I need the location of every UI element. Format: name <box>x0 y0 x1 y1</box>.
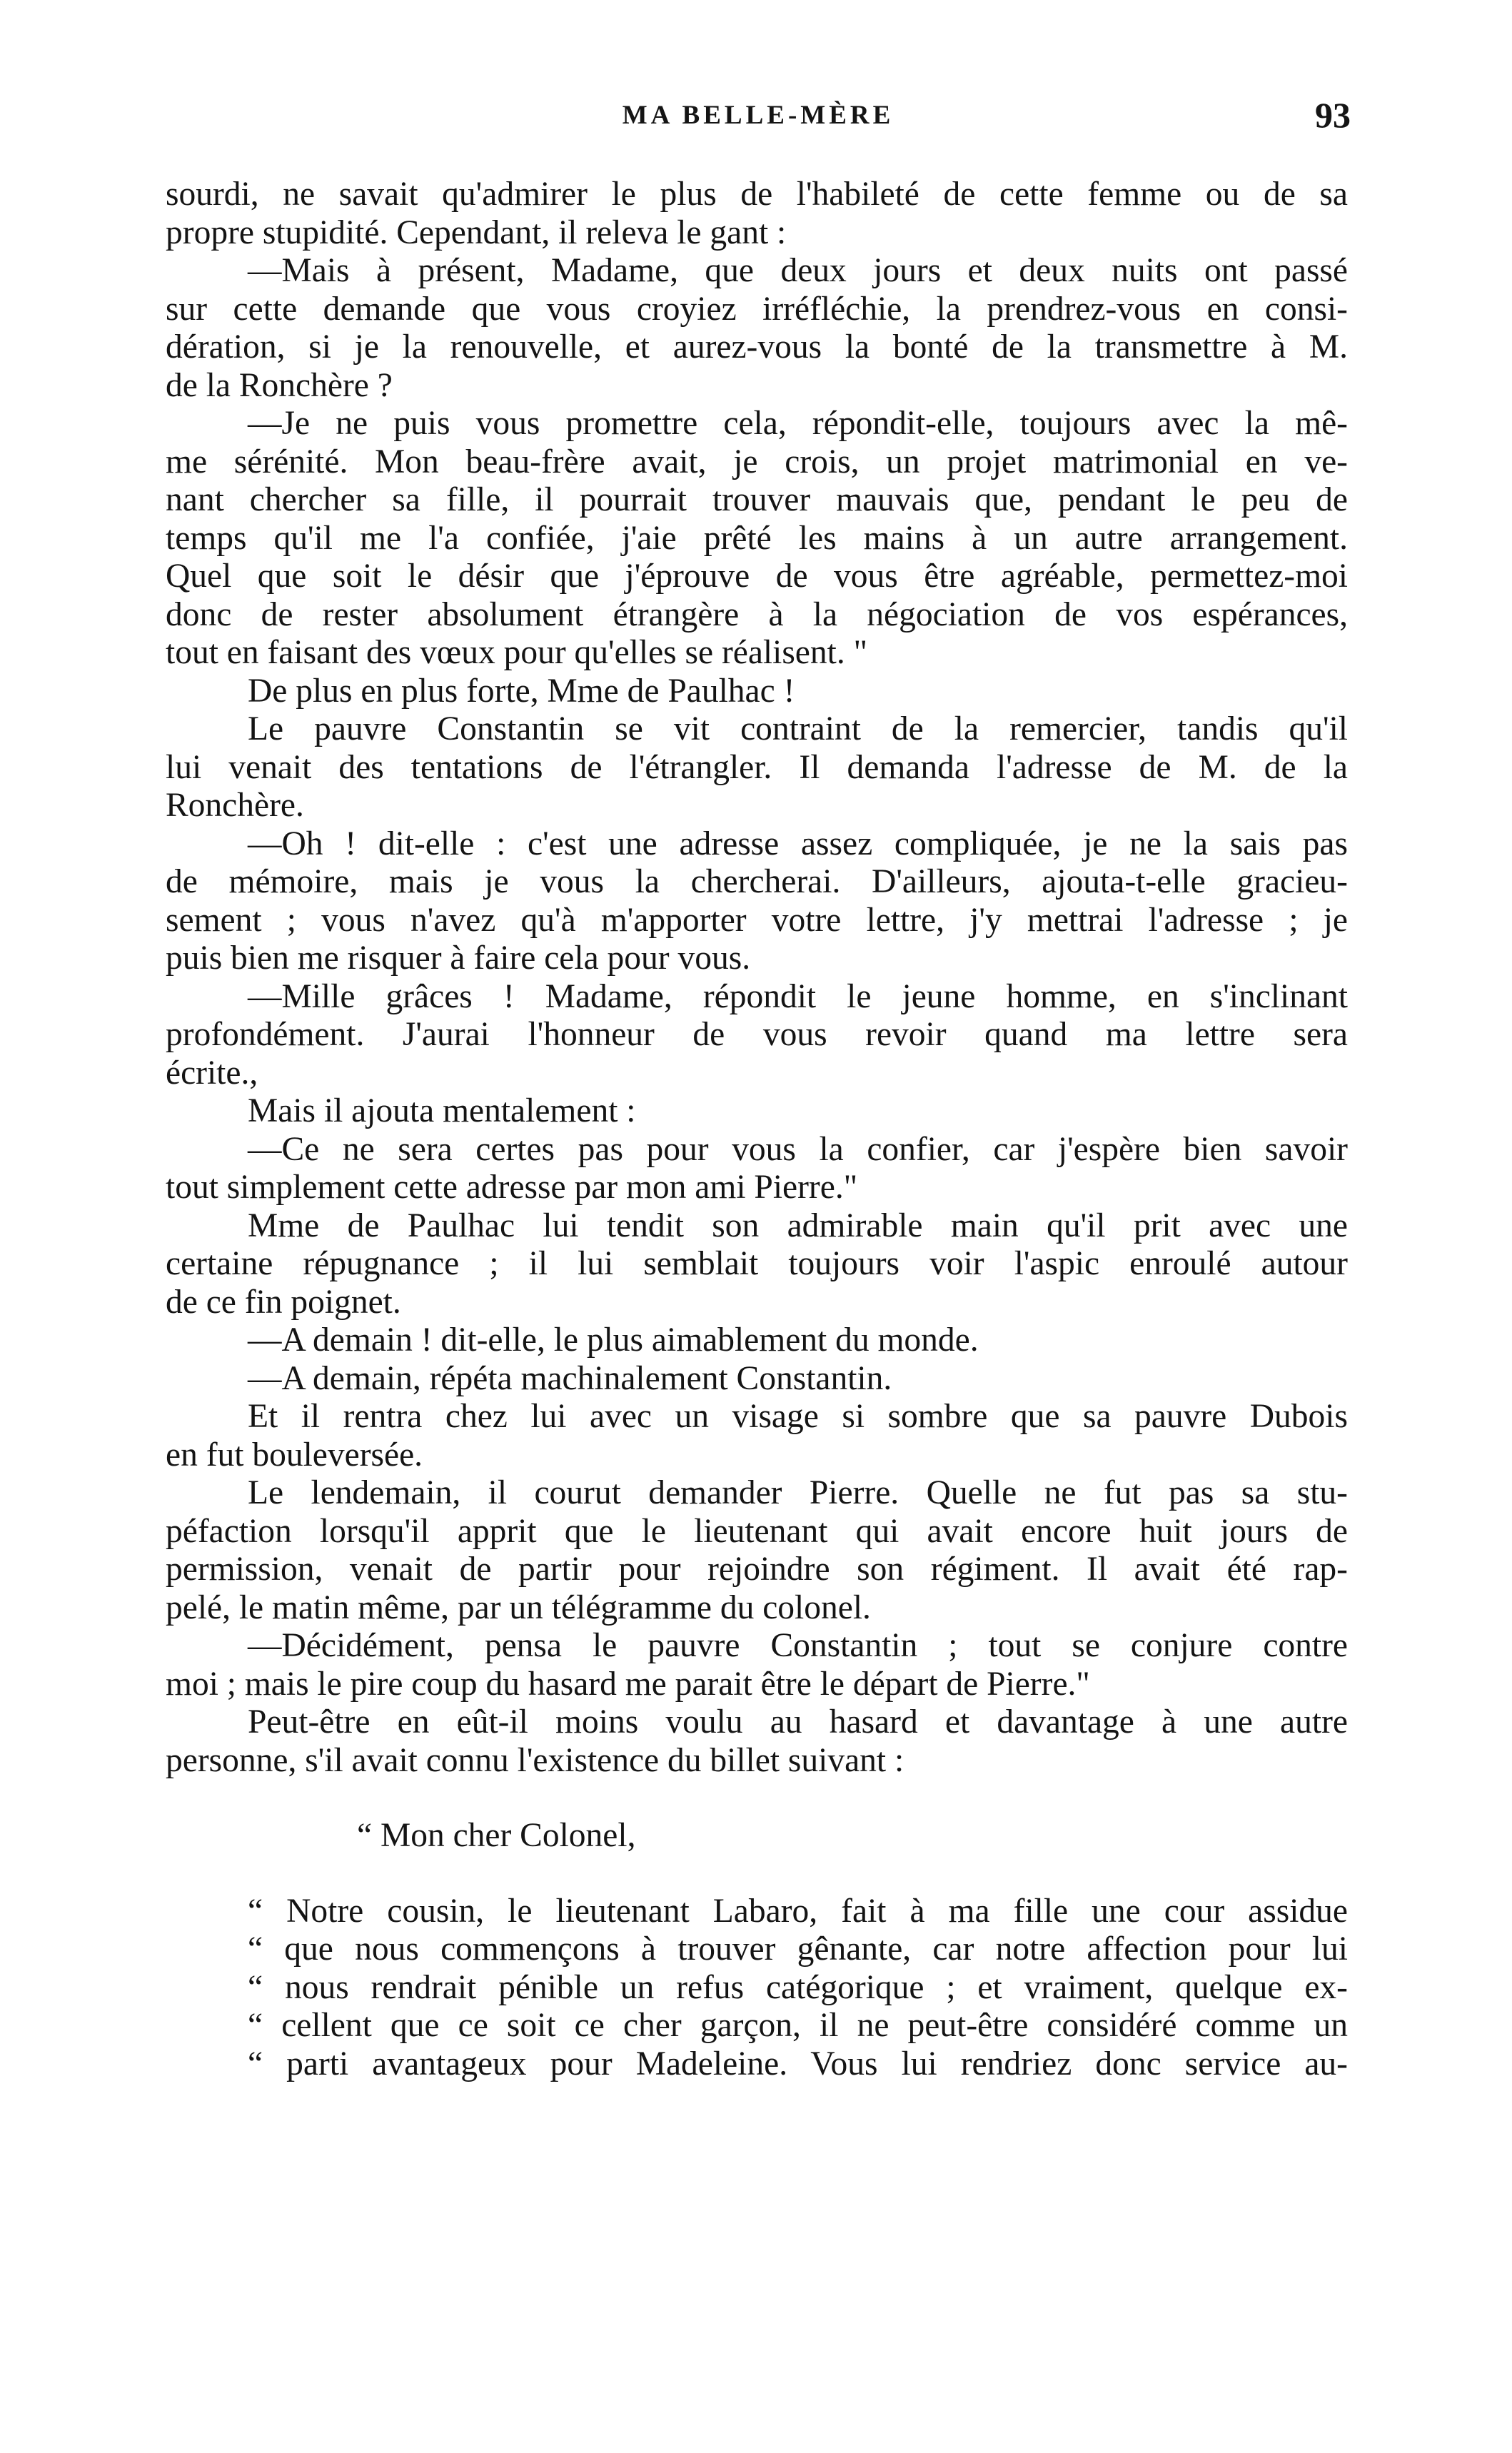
text-line: puis bien me risquer à faire cela pour vous. <box>166 940 751 977</box>
running-head: MA BELLE-MÈRE <box>622 101 894 130</box>
text-line: personne, s'il avait connu l'existence du billet suivant : <box>166 1741 904 1779</box>
text-line: —Mille grâces ! Madame, répondit le jeune homme, en s'inclinant <box>248 977 1348 1015</box>
text-line: pelé, le matin même, par un télégramme du colonel. <box>166 1588 871 1626</box>
text-line: Quel que soit le désir que j'éprouve de vous être agréable, permettez-moi <box>166 558 1348 595</box>
page-body <box>166 176 1348 2083</box>
text-line: sement ; vous n'avez qu'à m'apporter votre lettre, j'y mettrai l'adresse ; je <box>166 901 1348 939</box>
text-line: sur cette demande que vous croyiez irréfléchie, la prendrez-vous en consi- <box>166 290 1348 328</box>
text-line: Peut-être en eût-il moins voulu au hasard et davantage à une autre <box>248 1703 1348 1741</box>
text-line: tout simplement cette adresse par mon ami Pierre." <box>166 1169 858 1206</box>
text-line: écrite., <box>166 1054 258 1092</box>
text-line: propre stupidité. Cependant, il releva le gant : <box>166 213 787 251</box>
text-line: —Mais à présent, Madame, que deux jours et deux nuits ont passé <box>248 252 1348 289</box>
text-line: donc de rester absolument étrangère à la négociation de vos espérances, <box>166 595 1348 633</box>
text-line: —A demain ! dit-elle, le plus aimablement du monde. <box>248 1321 979 1359</box>
page-header <box>166 94 1351 137</box>
letter-line: “ nous rendrait pénible un refus catégorique ; et vraiment, quelque ex- <box>248 1968 1348 2006</box>
text-line: profondément. J'aurai l'honneur de vous revoir quand ma lettre sera <box>166 1016 1348 1053</box>
text-line: Le pauvre Constantin se vit contraint de la remercier, tandis qu'il <box>248 710 1348 747</box>
text-line: certaine répugnance ; il lui semblait toujours voir l'aspic enroulé autour <box>166 1245 1348 1282</box>
text-line: sourdi, ne savait qu'admirer le plus de l'habileté de cette femme ou de sa <box>166 176 1348 213</box>
text-line: dération, si je la renouvelle, et aurez-vous la bonté de la transmettre à M. <box>166 328 1348 366</box>
text-line: De plus en plus forte, Mme de Paulhac ! <box>248 672 795 710</box>
letter-line: “ cellent que ce soit ce cher garçon, il ne peut-être considéré comme un <box>248 2007 1348 2044</box>
text-line: —Je ne puis vous promettre cela, répondit-elle, toujours avec la mê- <box>248 405 1348 442</box>
text-line: permission, venait de partir pour rejoindre son régiment. Il avait été rap- <box>166 1551 1348 1588</box>
text-line: —Décidément, pensa le pauvre Constantin ; tout se conjure contre <box>248 1627 1348 1664</box>
text-line: Mais il ajouta mentalement : <box>248 1092 636 1129</box>
text-line: Ronchère. <box>166 787 304 824</box>
letter-salutation: “ Mon cher Colonel, <box>357 1817 636 1854</box>
text-line: en fut bouleversée. <box>166 1436 423 1474</box>
text-line: Mme de Paulhac lui tendit son admirable main qu'il prit avec une <box>248 1207 1348 1244</box>
text-line: nant chercher sa fille, il pourrait trouver mauvais que, pendant le peu de <box>166 481 1348 518</box>
text-line: —Ce ne sera certes pas pour vous la confier, car j'espère bien savoir <box>248 1130 1348 1168</box>
text-line: tout en faisant des vœux pour qu'elles se réalisent. " <box>166 634 867 671</box>
page-number: 93 <box>1315 95 1351 135</box>
letter-line: “ parti avantageux pour Madeleine. Vous lui rendriez donc service au- <box>248 2045 1348 2082</box>
text-line: temps qu'il me l'a confiée, j'aie prêté les mains à un autre arrangement. <box>166 519 1348 557</box>
text-line: —A demain, répéta machinalement Constantin. <box>248 1359 892 1397</box>
text-line: —Oh ! dit-elle : c'est une adresse assez compliquée, je ne la sais pas <box>248 825 1348 862</box>
text-line: moi ; mais le pire coup du hasard me parait être le départ de Pierre." <box>166 1665 1090 1703</box>
text-line: de la Ronchère ? <box>166 366 393 404</box>
letter-line: “ que nous commençons à trouver gênante, car notre affection pour lui <box>248 1930 1348 1968</box>
text-line: lui venait des tentations de l'étrangler. Il demanda l'adresse de M. de la <box>166 748 1348 786</box>
text-line: de mémoire, mais je vous la chercherai. D'ailleurs, ajouta-t-elle gracieu- <box>166 863 1348 900</box>
text-line: Et il rentra chez lui avec un visage si sombre que sa pauvre Dubois <box>248 1398 1348 1435</box>
text-line: péfaction lorsqu'il apprit que le lieutenant qui avait encore huit jours de <box>166 1512 1348 1550</box>
letter-line: “ Notre cousin, le lieutenant Labaro, fait à ma fille une cour assidue <box>248 1892 1348 1930</box>
text-line: de ce fin poignet. <box>166 1283 401 1321</box>
text-line: me sérénité. Mon beau-frère avait, je crois, un projet matrimonial en ve- <box>166 443 1348 480</box>
text-line: Le lendemain, il courut demander Pierre. Quelle ne fut pas sa stu- <box>248 1474 1348 1511</box>
